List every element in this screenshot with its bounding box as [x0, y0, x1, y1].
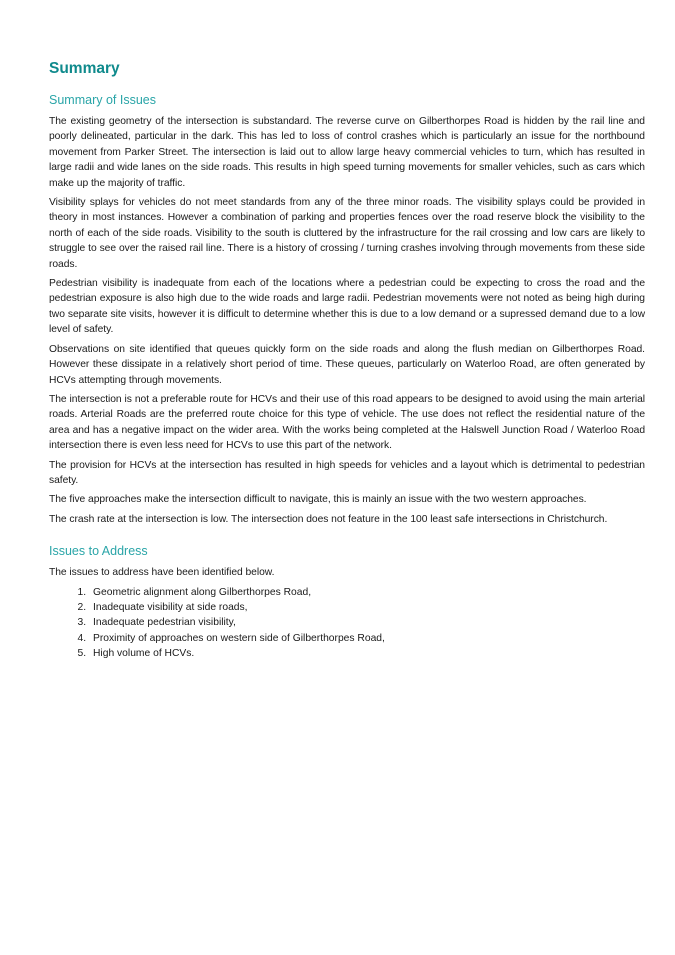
document-page	[49, 59, 645, 662]
paragraph: The provision for HCVs at the intersection has resulted in high speeds for vehicles and a layout which is detrimental to pedestrian safety.	[49, 459, 645, 486]
section-heading-issues-to-address: Issues to Address	[49, 544, 148, 559]
list-item: 2. Inadequate visibility at side roads,	[89, 600, 645, 615]
paragraph: The existing geometry of the intersection is substandard. The reverse curve on Gilberthorpes Road is hidden by the rail line and poorly delineated, particular in the dark. This has led to loss of control crashes which is particularly an issue for the northbound movement from Parker Street. The intersection is laid out to allow large heavy commercial vehicles to turn, which has resulted in large radii and wide lanes on the side roads. This results in high speed turning movements for smaller vehicles, such as cars which make up the majority of traffic.	[49, 116, 645, 189]
page-heading: Summary	[49, 60, 120, 77]
paragraph: Visibility splays for vehicles do not meet standards from any of the three minor roads. The visibility splays could be provided in theory in most instances. However a combination of parking and properties fences over the road reserve block the visibility to the north of each of the side roads. Visibility to the south is cluttered by the infrastructure for the rail crossing and low cars are likely to struggle to see over the raised rail line. There is a history of crossing / turning crashes involving through movements from these side roads.	[49, 197, 645, 270]
paragraph: Pedestrian visibility is inadequate from each of the locations where a pedestrian could be expecting to cross the road and the pedestrian exposure is also high due to the wide roads and large radii. Pedestrian movements were not noted as being high during two separate site visits, however it is difficult to determine whether this is due to a low demand or a supressed demand due to a low level of safety.	[49, 278, 645, 336]
issues-list	[49, 585, 645, 662]
list-item: 3. Inadequate pedestrian visibility,	[89, 615, 645, 630]
list-item: 1. Geometric alignment along Gilberthorpes Road,	[89, 585, 645, 600]
list-item: 4. Proximity of approaches on western side of Gilberthorpes Road,	[89, 631, 645, 646]
list-item: 5. High volume of HCVs.	[89, 646, 645, 661]
paragraph: Observations on site identified that queues quickly form on the side roads and along the flush median on Gilberthorpes Road. However these dissipate in a relatively short period of time. These queues, particularly on Waterloo Road, are often generated by HCVs attempting through movements.	[49, 343, 645, 386]
section-heading-summary-of-issues: Summary of Issues	[49, 93, 156, 107]
paragraph: The crash rate at the intersection is low. The intersection does not feature in the 100 least safe intersections in Christchurch.	[49, 513, 608, 525]
issues-intro: The issues to address have been identified below.	[49, 567, 275, 579]
paragraph: The five approaches make the intersection difficult to navigate, this is mainly an issue with the two western approaches.	[49, 494, 587, 506]
paragraph: The intersection is not a preferable route for HCVs and their use of this road appears to be designed to avoid using the main arterial roads. Arterial Roads are the preferred route choice for this type of vehicle. The use does not reflect the residential nature of the area and has a negative impact on the wider area. With the works being completed at the Halswell Junction Road / Waterloo Road intersection there is even less need for HCVs to use this part of the network.	[49, 393, 645, 452]
